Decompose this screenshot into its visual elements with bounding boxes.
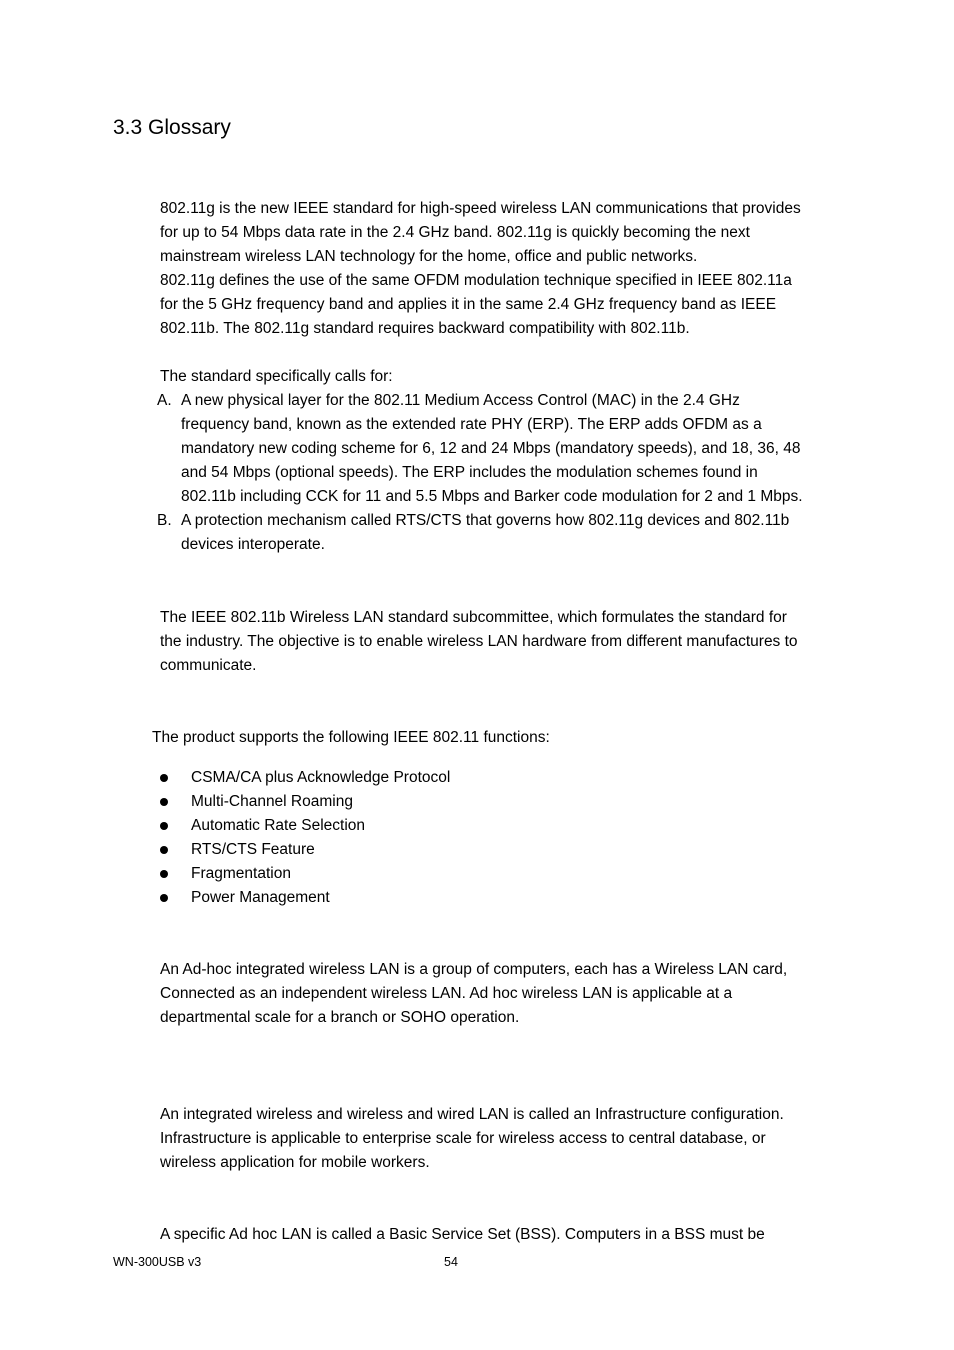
text-line: mandatory new coding scheme for 6, 12 and 24 Mbps (mandatory speeds), and 18, 36, 48	[181, 440, 801, 457]
paragraph-functions-intro: The product supports the following IEEE 802.11 functions:	[152, 729, 550, 746]
bullet-dot-icon	[160, 822, 168, 830]
text-line: 802.11g is the new IEEE standard for high-speed wireless LAN communications that provides	[160, 200, 801, 217]
list-item	[157, 509, 847, 557]
list-item	[157, 389, 847, 509]
text-line: wireless application for mobile workers.	[160, 1154, 430, 1171]
bullet-dot-icon	[160, 798, 168, 806]
paragraph-bss: A specific Ad hoc LAN is called a Basic Service Set (BSS). Computers in a BSS must be	[160, 1226, 765, 1243]
text-line: the industry. The objective is to enable wireless LAN hardware from different manufactures to	[160, 633, 798, 650]
bullet-dot-icon	[160, 846, 168, 854]
text-line: Infrastructure is applicable to enterprise scale for wireless access to central database, or	[160, 1130, 766, 1147]
list-item-text: Automatic Rate Selection	[191, 817, 366, 834]
list-item-text: Power Management	[191, 889, 330, 906]
footer-page-number: 54	[444, 1255, 458, 1269]
list-item	[158, 814, 450, 838]
text-line: 802.11g defines the use of the same OFDM modulation technique specified in IEEE 802.11a	[160, 272, 792, 289]
text-line: 802.11b including CCK for 11 and 5.5 Mbps and Barker code modulation for 2 and 1 Mbps.	[181, 488, 803, 505]
paragraph-ad-hoc	[160, 958, 840, 1030]
paragraph-80211g	[160, 197, 840, 341]
text-line: A protection mechanism called RTS/CTS that governs how 802.11g devices and 802.11b	[181, 512, 790, 529]
bullet-dot-icon	[160, 774, 168, 782]
list-marker: A.	[157, 392, 172, 409]
text-line: devices interoperate.	[181, 536, 325, 553]
text-line: 802.11b. The 802.11g standard requires backward compatibility with 802.11b.	[160, 320, 690, 337]
section-heading: 3.3 Glossary	[113, 116, 231, 139]
list-marker: B.	[157, 512, 172, 529]
list-item	[158, 862, 450, 886]
text-line: frequency band, known as the extended rate PHY (ERP). The ERP adds OFDM as a	[181, 416, 762, 433]
list-item-text: RTS/CTS Feature	[191, 841, 315, 858]
text-line: The IEEE 802.11b Wireless LAN standard subcommittee, which formulates the standard for	[160, 609, 787, 626]
text-line: for the 5 GHz frequency band and applies it in the same 2.4 GHz frequency band as IEEE	[160, 296, 777, 313]
text-line: Connected as an independent wireless LAN. Ad hoc wireless LAN is applicable at a	[160, 985, 733, 1002]
list-item	[158, 766, 450, 790]
bullet-dot-icon	[160, 870, 168, 878]
paragraph-standard-calls: The standard specifically calls for:	[160, 368, 393, 385]
paragraph-80211b	[160, 606, 840, 678]
footer-model: WN-300USB v3	[113, 1255, 202, 1269]
text-line: departmental scale for a branch or SOHO operation.	[160, 1009, 520, 1026]
text-line: and 54 Mbps (optional speeds). The ERP includes the modulation schemes found in	[181, 464, 758, 481]
list-item	[158, 886, 450, 910]
list-item-text: Multi-Channel Roaming	[191, 793, 353, 810]
text-line: for up to 54 Mbps data rate in the 2.4 GHz band. 802.11g is quickly becoming the next	[160, 224, 750, 241]
standard-requirements-list	[157, 389, 847, 557]
list-item-text: Fragmentation	[191, 865, 291, 882]
text-line: An integrated wireless and wireless and wired LAN is called an Infrastructure configuration.	[160, 1106, 784, 1123]
text-line: communicate.	[160, 657, 257, 674]
functions-bullet-list	[158, 766, 450, 910]
list-item-text: CSMA/CA plus Acknowledge Protocol	[191, 769, 451, 786]
text-line: A new physical layer for the 802.11 Medium Access Control (MAC) in the 2.4 GHz	[181, 392, 740, 409]
list-item	[158, 790, 450, 814]
paragraph-infrastructure	[160, 1103, 840, 1175]
text-line: An Ad-hoc integrated wireless LAN is a group of computers, each has a Wireless LAN card,	[160, 961, 788, 978]
text-line: mainstream wireless LAN technology for the home, office and public networks.	[160, 248, 698, 265]
bullet-dot-icon	[160, 894, 168, 902]
list-item	[158, 838, 450, 862]
